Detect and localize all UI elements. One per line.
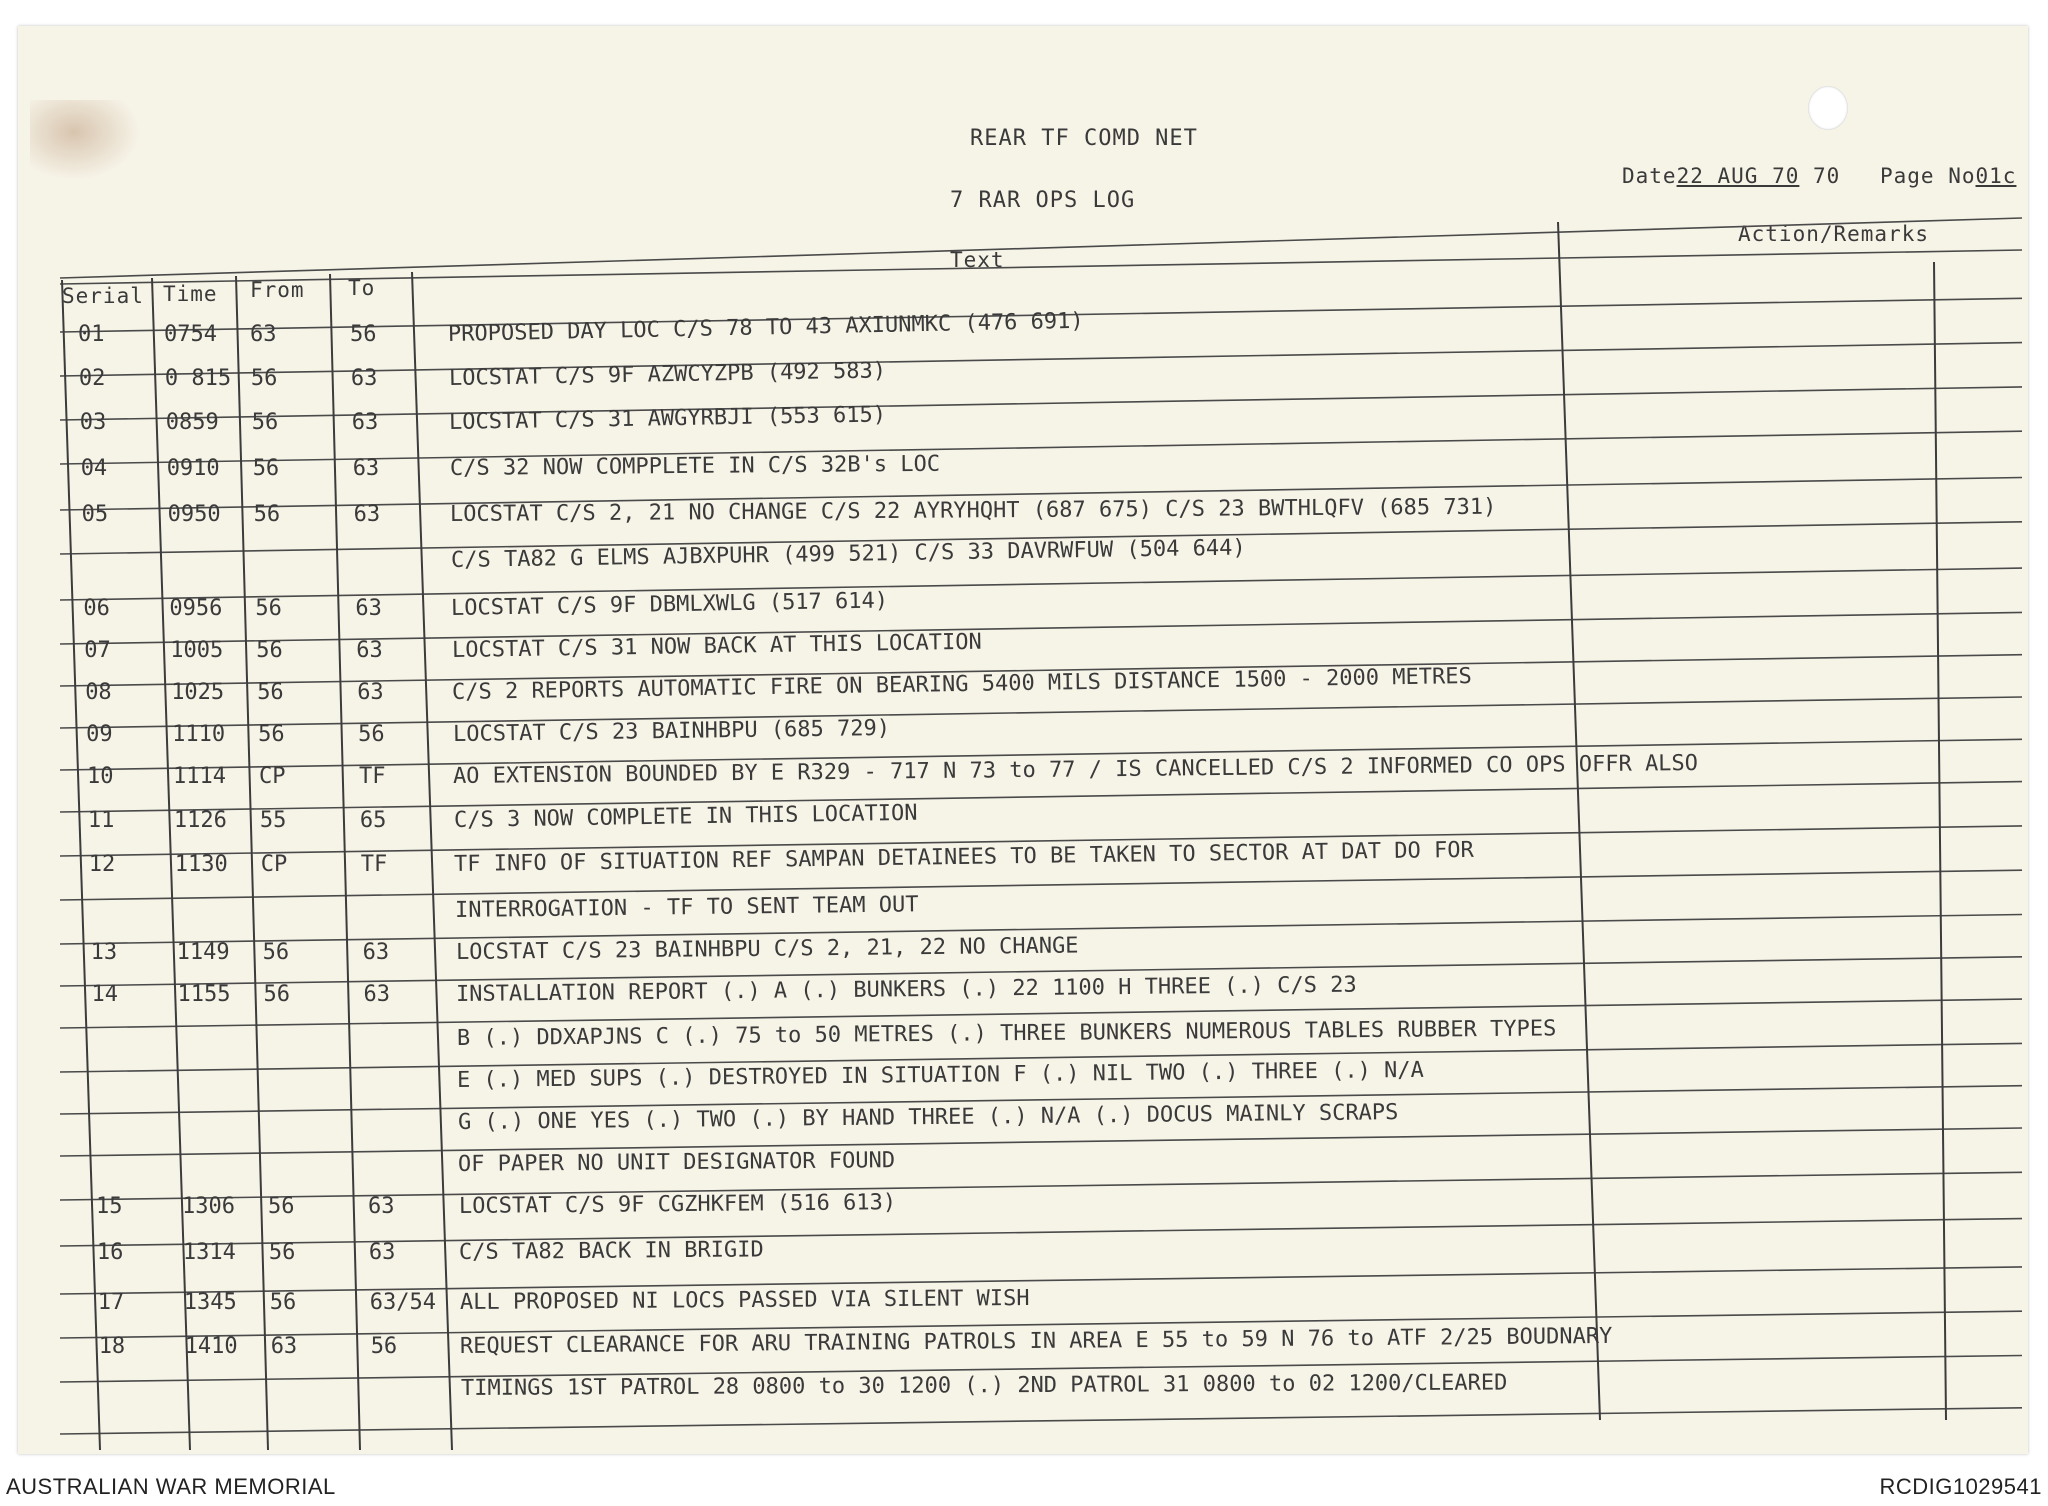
archive-reference: RCDIG1029541 (1879, 1474, 2042, 1499)
to-cell: TF (360, 852, 388, 877)
page-number-field (1880, 164, 2016, 188)
log-entry-row (0, 308, 2048, 362)
serial-cell: 02 (78, 366, 106, 391)
log-title: REAR TF COMD NET (970, 126, 1198, 151)
time-cell: 1025 (171, 680, 225, 705)
date-value: 22 AUG 70 (1676, 164, 1800, 188)
text-cell: C/S TA82 G ELMS AJBXPUHR (499 521) C/S 33 DAVRWFUW (504 644) (450, 535, 1246, 573)
text-cell: C/S TA82 BACK IN BRIGID (459, 1237, 765, 1265)
column-header-time: Time (163, 282, 218, 306)
serial-cell: 10 (87, 764, 114, 789)
to-cell: 63/54 (369, 1290, 437, 1315)
to-cell: 63 (356, 638, 383, 663)
from-cell: 56 (253, 502, 281, 527)
to-cell: 63 (355, 596, 382, 621)
page-label: Page No (1880, 164, 1976, 188)
serial-cell: 06 (83, 596, 110, 621)
log-entry-row (0, 494, 2048, 542)
time-cell: 1149 (176, 940, 230, 965)
archive-credit: AUSTRALIAN WAR MEMORIAL (6, 1474, 336, 1499)
column-header-action-remarks: Action/Remarks (1738, 222, 1930, 246)
log-entry-row (0, 1100, 2048, 1150)
text-cell: LOCSTAT C/S 23 BAINHBPU C/S 2, 21, 22 NO CHANGE (455, 933, 1079, 965)
time-cell: 1110 (172, 722, 226, 747)
date-label: Date (1622, 164, 1677, 188)
log-subtitle: 7 RAR OPS LOG (950, 188, 1136, 213)
text-cell: INTERROGATION - TF TO SENT TEAM OUT (454, 892, 919, 923)
from-cell: 55 (259, 808, 287, 833)
serial-cell: 18 (98, 1334, 126, 1359)
to-cell: 63 (357, 680, 384, 705)
log-entry-row (0, 837, 2048, 892)
column-header-serial: Serial (62, 284, 144, 308)
from-cell: 56 (268, 1240, 296, 1265)
from-cell: 56 (269, 1290, 297, 1315)
text-cell: INSTALLATION REPORT (.) A (.) BUNKERS (.) 22 1100 H THREE (.) C/S 23 (455, 972, 1357, 1007)
text-cell: OF PAPER NO UNIT DESIGNATOR FOUND (458, 1148, 896, 1177)
time-cell: 1005 (170, 638, 224, 663)
from-cell: 56 (268, 1194, 295, 1219)
time-cell: 1114 (173, 764, 226, 789)
serial-cell: 05 (81, 502, 109, 527)
serial-cell: 16 (96, 1240, 124, 1265)
serial-cell: 12 (88, 852, 116, 877)
text-cell: C/S 2 REPORTS AUTOMATIC FIRE ON BEARING 5400 MILS DISTANCE 1500 - 2000 METRES (452, 663, 1473, 705)
log-entry-row (0, 1370, 2048, 1416)
text-cell: REQUEST CLEARANCE FOR ARU TRAINING PATROLS IN AREA E 55 to 59 N 76 to ATF 2/25 BOUDNARY (460, 1323, 1613, 1359)
from-cell: 56 (256, 638, 283, 663)
time-cell: 1410 (184, 1334, 238, 1359)
text-cell: E (.) MED SUPS (.) DESTROYED IN SITUATION F (.) NIL TWO (.) THREE (.) N/A (457, 1057, 1425, 1093)
to-cell: 63 (368, 1194, 395, 1219)
date-suffix: 70 (1813, 164, 1841, 188)
text-cell: C/S 3 NOW COMPLETE IN THIS LOCATION (453, 800, 918, 833)
to-cell: 63 (362, 940, 390, 965)
to-cell: 56 (358, 722, 385, 747)
time-cell: 1155 (177, 982, 231, 1007)
column-header-from: From (250, 278, 305, 302)
from-cell: 56 (252, 456, 280, 481)
from-cell: 63 (270, 1334, 298, 1359)
serial-cell: 11 (87, 808, 115, 833)
from-cell: 56 (258, 722, 285, 747)
text-cell: LOCSTAT C/S 9F AZWCYZPB (492 583) (448, 358, 886, 391)
time-cell: 1130 (174, 852, 228, 877)
log-entry-row (0, 972, 2048, 1022)
text-cell: LOCSTAT C/S 31 NOW BACK AT THIS LOCATION (451, 629, 982, 663)
from-cell: 56 (263, 982, 290, 1007)
from-cell: CP (260, 852, 288, 877)
column-header-text: Text (950, 248, 1005, 272)
text-cell: LOCSTAT C/S 9F DBMLXWLG (517 614) (451, 588, 889, 621)
time-cell: 0 815 (164, 366, 232, 391)
serial-cell: 04 (80, 456, 108, 481)
from-cell: 56 (250, 366, 278, 391)
time-cell: 0859 (165, 410, 219, 435)
to-cell: 63 (353, 502, 381, 527)
log-entry-row (0, 663, 2048, 720)
log-entry-row (0, 933, 2048, 980)
text-cell: B (.) DDXAPJNS C (.) 75 to 50 METRES (.) THREE BUNKERS NUMEROUS TABLES RUBBER TYPES (456, 1016, 1557, 1051)
serial-cell: 13 (90, 940, 118, 965)
punch-hole (1808, 86, 1848, 130)
from-cell: 56 (251, 410, 279, 435)
time-cell: 0956 (169, 596, 223, 621)
log-entry-row (0, 1148, 2048, 1192)
to-cell: 63 (363, 982, 390, 1007)
text-cell: PROPOSED DAY LOC C/S 78 TO 43 AXIUNMKC (476 691) (447, 308, 1084, 347)
serial-cell: 08 (85, 680, 112, 705)
from-cell: 56 (262, 940, 290, 965)
text-cell: ALL PROPOSED NI LOCS PASSED VIA SILENT WISH (459, 1286, 1030, 1315)
from-cell: CP (259, 764, 286, 789)
to-cell: 63 (350, 366, 378, 391)
to-cell: 63 (351, 410, 379, 435)
to-cell: 56 (370, 1334, 398, 1359)
log-entry-row (0, 451, 2048, 496)
text-cell: LOCSTAT C/S 9F CGZHKFEM (516 613) (458, 1190, 896, 1219)
serial-cell: 14 (91, 982, 118, 1007)
serial-cell: 17 (97, 1290, 125, 1315)
text-cell: TF INFO OF SITUATION REF SAMPAN DETAINEES TO BE TAKEN TO SECTOR AT DAT DO FOR (454, 837, 1475, 877)
paper-stain (30, 100, 140, 180)
time-cell: 1126 (173, 808, 227, 833)
to-cell: 63 (352, 456, 380, 481)
log-entry-row (0, 358, 2048, 406)
date-field (1622, 164, 1840, 188)
from-cell: 63 (250, 322, 277, 347)
column-header-to: To (348, 276, 376, 300)
to-cell: TF (359, 764, 386, 789)
time-cell: 0910 (166, 456, 220, 481)
text-cell: C/S 32 NOW COMPPLETE IN C/S 32B's LOC (449, 451, 940, 481)
text-cell: AO EXTENSION BOUNDED BY E R329 - 717 N 73 to 77 / IS CANCELLED C/S 2 INFORMED CO OPS OFFR ALSO (453, 750, 1699, 789)
serial-cell: 03 (79, 410, 107, 435)
log-entry-row (0, 750, 2048, 804)
log-entry-row (0, 1286, 2048, 1330)
log-entry-row (0, 1237, 2048, 1280)
page-value: 01c (1975, 164, 2017, 188)
time-cell: 0950 (167, 502, 221, 527)
log-entry-row (0, 1057, 2048, 1108)
log-entry-row (0, 535, 2048, 588)
to-cell: 56 (350, 322, 377, 347)
log-entry-row (0, 1190, 2048, 1234)
serial-cell: 07 (84, 638, 111, 663)
to-cell: 63 (368, 1240, 396, 1265)
text-cell: LOCSTAT C/S 2, 21 NO CHANGE C/S 22 AYRYHQHT (687 675) C/S 23 BWTHLQFV (685 731) (450, 494, 1497, 527)
log-entry-row (0, 1016, 2048, 1066)
log-entry-row (0, 1323, 2048, 1374)
text-cell: TIMINGS 1ST PATROL 28 0800 to 30 1200 (.) 2ND PATROL 31 0800 to 02 1200/CLEARED (460, 1370, 1508, 1401)
from-cell: 56 (257, 680, 284, 705)
serial-cell: 15 (96, 1194, 123, 1219)
time-cell: 1345 (183, 1290, 237, 1315)
log-entry-row (0, 715, 2048, 762)
serial-cell: 01 (78, 322, 105, 347)
log-entry-row (0, 402, 2048, 450)
text-cell: G (.) ONE YES (.) TWO (.) BY HAND THREE (.) N/A (.) DOCUS MAINLY SCRAPS (457, 1100, 1399, 1135)
time-cell: 1314 (182, 1240, 236, 1265)
to-cell: 65 (359, 808, 387, 833)
text-cell: LOCSTAT C/S 23 BAINHBPU (685 729) (452, 715, 891, 747)
log-entry-row (0, 588, 2048, 636)
log-entry-row (0, 892, 2048, 938)
log-entry-row (0, 800, 2048, 848)
from-cell: 56 (255, 596, 282, 621)
time-cell: 1306 (182, 1194, 235, 1219)
text-cell: LOCSTAT C/S 31 AWGYRBJI (553 615) (448, 402, 887, 435)
serial-cell: 09 (86, 722, 113, 747)
time-cell: 0754 (164, 322, 217, 347)
